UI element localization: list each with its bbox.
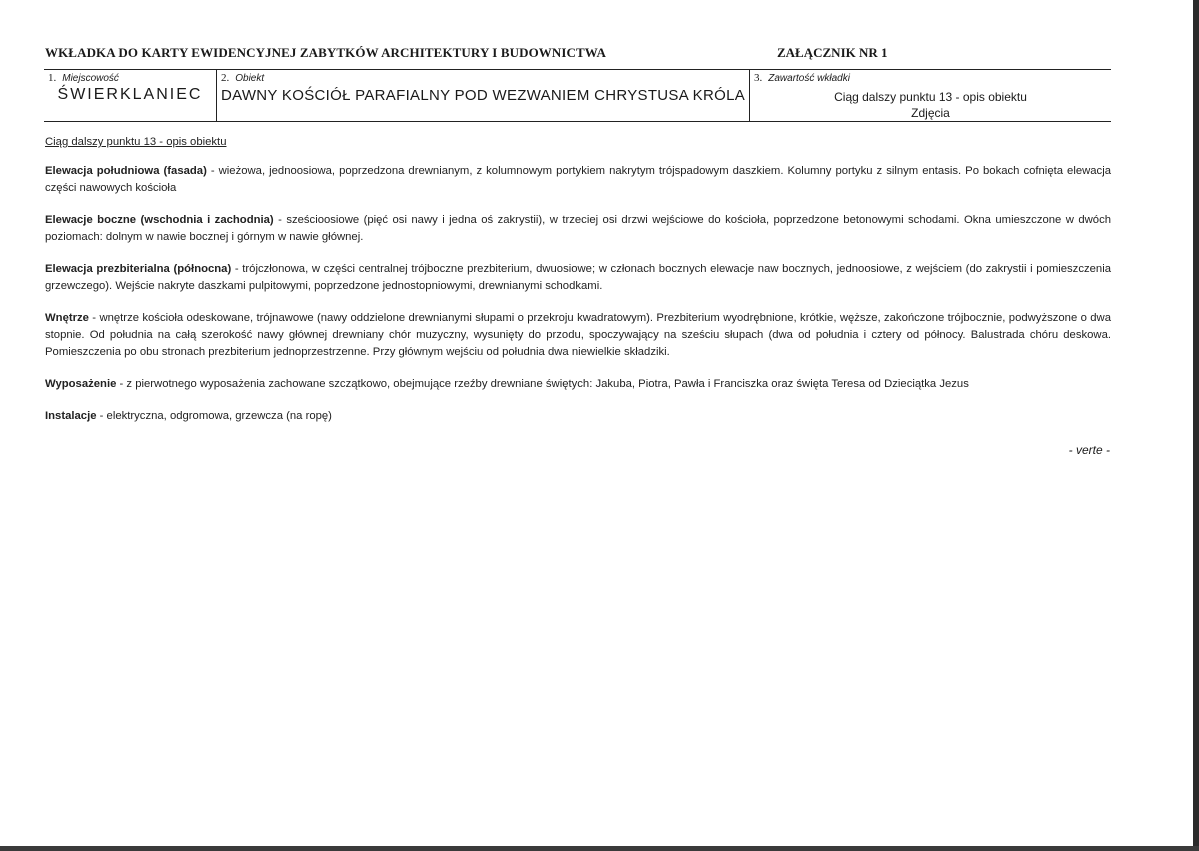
section-presbytery-elevation	[45, 261, 1111, 295]
section-furnishings	[45, 376, 1111, 393]
continuation-heading: Ciąg dalszy punktu 13 - opis obiektu	[45, 136, 227, 148]
section-heading: Elewacje boczne (wschodnia i zachodnia)	[45, 214, 274, 226]
content-cell	[750, 70, 1111, 121]
scan-edge-bottom	[0, 846, 1199, 851]
place-cell	[44, 70, 217, 121]
place-label: Miejscowość	[62, 73, 119, 84]
verso-note: - verte -	[1068, 443, 1110, 457]
section-heading: Wyposażenie	[45, 378, 117, 390]
section-heading: Elewacja prezbiterialna (północna)	[45, 263, 232, 275]
section-side-elevations	[45, 212, 1111, 246]
section-heading: Instalacje	[45, 410, 97, 422]
section-text: - elektryczna, odgromowa, grzewcza (na ropę)	[96, 410, 332, 422]
section-text: - trójczłonowa, w części centralnej trójboczne prezbiterium, dwuosiowe; w członach bocznych elewacje naw bocznych, jednoosiowe, z wejściem (do zakrystii i pomieszczenia grzewczego). Wejście nakryte daszkami pulpitowymi, poprzedzone jednostopniowymi, drewnianymi schodkami.	[45, 263, 1111, 292]
object-cell	[217, 70, 750, 121]
place-number: 1.	[48, 72, 57, 84]
scan-edge-right	[1193, 0, 1199, 851]
section-text: - sześcioosiowe (pięć osi nawy i jedna oś zakrystii), w trzeciej osi drzwi wejściowe do kościoła, poprzedzone betonowymi schodami. Okna umieszczone w dwóch poziomach: dolnym w nawie bocznej i górnym w nawie głównej.	[45, 214, 1112, 243]
section-heading: Wnętrze	[45, 312, 89, 324]
content-label: Zawartość wkładki	[768, 73, 850, 84]
object-value: DAWNY KOŚCIÓŁ PARAFIALNY POD WEZWANIEM CHRYSTUSA KRÓLA	[220, 87, 746, 104]
section-heading: Elewacja południowa (fasada)	[45, 165, 207, 177]
content-value	[750, 89, 1111, 121]
object-label: Obiekt	[235, 73, 265, 84]
object-caption	[221, 72, 264, 84]
annex-label: ZAŁĄCZNIK NR 1	[777, 45, 888, 60]
section-text: - z pierwotnego wyposażenia zachowane szczątkowo, obejmujące rzeźby drewniane świętych: Jakuba, Piotra, Pawła i Franciszka oraz święta Teresa od Dzieciątka Jezus	[116, 378, 969, 390]
section-installations	[45, 408, 1111, 425]
content-caption	[754, 72, 850, 84]
place-value: ŚWIERKLANIEC	[57, 86, 203, 103]
section-interior	[45, 310, 1111, 361]
content-number: 3.	[754, 72, 763, 84]
section-text: - wieżowa, jednoosiowa, poprzedzona drewnianym, z kolumnowym portykiem nakrytym trójspadowym daszkiem. Kolumny portyku z silnym entasis. Po bokach cofnięta elewacja części nawowych kościoła	[45, 165, 1112, 194]
section-south-elevation	[45, 163, 1111, 197]
document-title: WKŁADKA DO KARTY EWIDENCYJNEJ ZABYTKÓW ARCHITEKTURY I BUDOWNICTWA	[45, 45, 606, 60]
content-line-2: Zdjęcia	[911, 106, 950, 120]
object-number: 2.	[221, 72, 230, 84]
place-caption	[48, 72, 119, 84]
description-body	[45, 134, 1111, 440]
content-line-1: Ciąg dalszy punktu 13 - opis obiektu	[834, 90, 1027, 104]
section-text: - wnętrze kościoła odeskowane, trójnawowe (nawy oddzielone drewnianymi słupami o przekroju kwadratowym). Prezbiterium wyodrębnione, krótkie, węższe, zakończone trójbocznie, podwyższone o dwa stopnie. Od południa na całą szerokość nawy głównej drewniany chór muzyczny, wysunięty do przodu, spoczywający na sześciu słupach (dwa od południa i cztery od północy. Balustrada chóru deskowa. Pomieszczenia po obu stronach prezbiterium jednoprzestrzenne. Przy głównym wejściu od południa dwa niewielkie składziki.	[45, 312, 1111, 358]
header-form-table	[44, 69, 1111, 122]
